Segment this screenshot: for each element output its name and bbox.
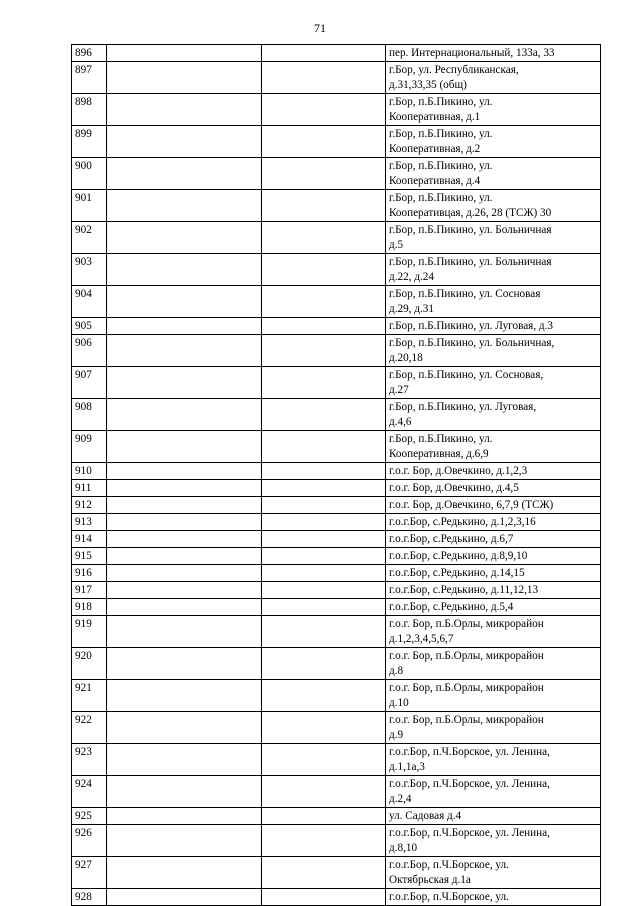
row-number-cell: 923 [72,744,107,776]
empty-cell [262,548,386,565]
empty-cell [262,254,386,286]
address-cell: г.о.г. Бор, п.Б.Орлы, микрорайон д.1,2,3,4,5,6,7 [386,616,601,648]
empty-cell [262,857,386,889]
empty-cell [107,582,262,599]
empty-cell [262,825,386,857]
table-row [72,463,601,480]
row-number-cell: 900 [72,158,107,190]
empty-cell [107,190,262,222]
table-row [72,531,601,548]
table-row [72,582,601,599]
row-number-cell: 914 [72,531,107,548]
empty-cell [262,480,386,497]
empty-cell [107,126,262,158]
empty-cell [107,367,262,399]
empty-cell [107,548,262,565]
table-row [72,335,601,367]
empty-cell [262,367,386,399]
table-row [72,648,601,680]
table-row [72,222,601,254]
table-row [72,825,601,857]
row-number-cell: 912 [72,497,107,514]
row-number-cell: 905 [72,318,107,335]
empty-cell [107,94,262,126]
row-number-cell: 926 [72,825,107,857]
empty-cell [262,514,386,531]
empty-cell [107,531,262,548]
empty-cell [262,531,386,548]
empty-cell [262,889,386,906]
empty-cell [107,776,262,808]
address-cell: г.Бор, п.Б.Пикино, ул. Кооперативная, д.4 [386,158,601,190]
empty-cell [262,431,386,463]
empty-cell [107,599,262,616]
empty-cell [107,318,262,335]
address-cell: г.Бор, п.Б.Пикино, ул. Кооперативная, д.2 [386,126,601,158]
table-row [72,318,601,335]
address-cell: г.о.г.Бор, с.Редькино, д.8,9,10 [386,548,601,565]
row-number-cell: 928 [72,889,107,906]
empty-cell [262,582,386,599]
row-number-cell: 910 [72,463,107,480]
empty-cell [107,480,262,497]
address-cell: г.Бор, п.Б.Пикино, ул. Сосновая д.29, д.31 [386,286,601,318]
empty-cell [262,565,386,582]
empty-cell [262,190,386,222]
address-cell: г.о.г.Бор, с.Редькино, д.14,15 [386,565,601,582]
address-cell: г.Бор, п.Б.Пикино, ул. Больничная, д.20,18 [386,335,601,367]
address-cell: г.о.г. Бор, д.Овечкино, д.4,5 [386,480,601,497]
empty-cell [107,286,262,318]
empty-cell [262,808,386,825]
address-cell: г.о.г. Бор, д.Овечкино, д.1,2,3 [386,463,601,480]
address-cell: г.о.г.Бор, п.Ч.Борское, ул. Ленина, д.1,1а,3 [386,744,601,776]
empty-cell [262,497,386,514]
table-body [72,45,601,906]
row-number-cell: 902 [72,222,107,254]
address-cell: г.Бор, ул. Республиканская, д.31,33,35 (общ) [386,62,601,94]
empty-cell [107,825,262,857]
empty-cell [262,62,386,94]
empty-cell [262,126,386,158]
address-cell: г.о.г. Бор, п.Б.Орлы, микрорайон д.10 [386,680,601,712]
empty-cell [262,399,386,431]
address-cell: г.о.г.Бор, п.Ч.Борское, ул. Октябрьская д.1а [386,857,601,889]
row-number-cell: 908 [72,399,107,431]
address-cell: г.о.г. Бор, д.Овечкино, 6,7,9 (ТСЖ) [386,497,601,514]
address-cell: г.Бор, п.Б.Пикино, ул. Луговая, д.3 [386,318,601,335]
empty-cell [107,497,262,514]
address-table [71,44,601,906]
empty-cell [107,463,262,480]
table-row [72,548,601,565]
table-row [72,776,601,808]
empty-cell [262,222,386,254]
row-number-cell: 898 [72,94,107,126]
empty-cell [262,680,386,712]
address-cell: г.Бор, п.Б.Пикино, ул. Больничная д.22, д.24 [386,254,601,286]
row-number-cell: 916 [72,565,107,582]
address-cell: г.о.г.Бор, с.Редькино, д.1,2,3,16 [386,514,601,531]
table-row [72,857,601,889]
row-number-cell: 909 [72,431,107,463]
empty-cell [107,158,262,190]
table-row [72,680,601,712]
empty-cell [107,565,262,582]
empty-cell [107,680,262,712]
table-row [72,254,601,286]
table-row [72,808,601,825]
table-row [72,480,601,497]
empty-cell [107,889,262,906]
address-cell: г.Бор, п.Б.Пикино, ул. Кооперативная, д.6,9 [386,431,601,463]
address-cell: г.о.г.Бор, п.Ч.Борское, ул. Ленина, д.8,10 [386,825,601,857]
table-row [72,190,601,222]
address-cell: г.о.г. Бор, п.Б.Орлы, микрорайон д.8 [386,648,601,680]
empty-cell [107,431,262,463]
page-number: 71 [314,21,326,35]
address-cell: г.о.г.Бор, п.Ч.Борское, ул. Ленина, д.2,4 [386,776,601,808]
empty-cell [262,744,386,776]
table-row [72,431,601,463]
empty-cell [107,744,262,776]
empty-cell [262,648,386,680]
row-number-cell: 917 [72,582,107,599]
table-row [72,158,601,190]
address-cell: пер. Интернациональный, 133а, 33 [386,45,601,62]
row-number-cell: 924 [72,776,107,808]
empty-cell [262,286,386,318]
row-number-cell: 915 [72,548,107,565]
table-row [72,399,601,431]
empty-cell [107,335,262,367]
empty-cell [107,808,262,825]
row-number-cell: 925 [72,808,107,825]
empty-cell [107,62,262,94]
row-number-cell: 922 [72,712,107,744]
table-row [72,889,601,906]
empty-cell [262,463,386,480]
table-row [72,712,601,744]
row-number-cell: 907 [72,367,107,399]
empty-cell [262,45,386,62]
empty-cell [107,399,262,431]
empty-cell [262,335,386,367]
row-number-cell: 927 [72,857,107,889]
table-row [72,497,601,514]
table-row [72,514,601,531]
row-number-cell: 904 [72,286,107,318]
row-number-cell: 906 [72,335,107,367]
row-number-cell: 896 [72,45,107,62]
table-row [72,616,601,648]
empty-cell [262,616,386,648]
empty-cell [107,648,262,680]
address-cell: г.о.г.Бор, с.Редькино, д.5,4 [386,599,601,616]
table-row [72,565,601,582]
table-row [72,94,601,126]
empty-cell [107,712,262,744]
empty-cell [262,776,386,808]
address-cell: г.Бор, п.Б.Пикино, ул. Луговая, д.4,6 [386,399,601,431]
address-cell: г.о.г. Бор, п.Б.Орлы, микрорайон д.9 [386,712,601,744]
row-number-cell: 913 [72,514,107,531]
empty-cell [107,857,262,889]
address-cell: г.Бор, п.Б.Пикино, ул. Кооперативцая, д.26, 28 (ТСЖ) 30 [386,190,601,222]
address-cell: ул. Садовая д.4 [386,808,601,825]
empty-cell [107,222,262,254]
row-number-cell: 901 [72,190,107,222]
row-number-cell: 921 [72,680,107,712]
empty-cell [107,514,262,531]
address-cell: г.Бор, п.Б.Пикино, ул. Больничная д.5 [386,222,601,254]
row-number-cell: 911 [72,480,107,497]
table-row [72,367,601,399]
table-row [72,599,601,616]
empty-cell [262,599,386,616]
address-cell: г.Бор, п.Б.Пикино, ул. Сосновая, д.27 [386,367,601,399]
address-cell: г.о.г.Бор, с.Редькино, д.6,7 [386,531,601,548]
empty-cell [262,94,386,126]
empty-cell [107,254,262,286]
empty-cell [262,158,386,190]
table-row [72,286,601,318]
address-cell: г.о.г.Бор, с.Редькино, д.11,12,13 [386,582,601,599]
table-row [72,126,601,158]
row-number-cell: 919 [72,616,107,648]
row-number-cell: 918 [72,599,107,616]
empty-cell [107,616,262,648]
table-row [72,45,601,62]
empty-cell [262,712,386,744]
empty-cell [262,318,386,335]
address-cell: г.о.г.Бор, п.Ч.Борское, ул. [386,889,601,906]
row-number-cell: 920 [72,648,107,680]
row-number-cell: 899 [72,126,107,158]
address-cell: г.Бор, п.Б.Пикино, ул. Кооперативная, д.1 [386,94,601,126]
row-number-cell: 897 [72,62,107,94]
row-number-cell: 903 [72,254,107,286]
table-row [72,62,601,94]
empty-cell [107,45,262,62]
table-row [72,744,601,776]
